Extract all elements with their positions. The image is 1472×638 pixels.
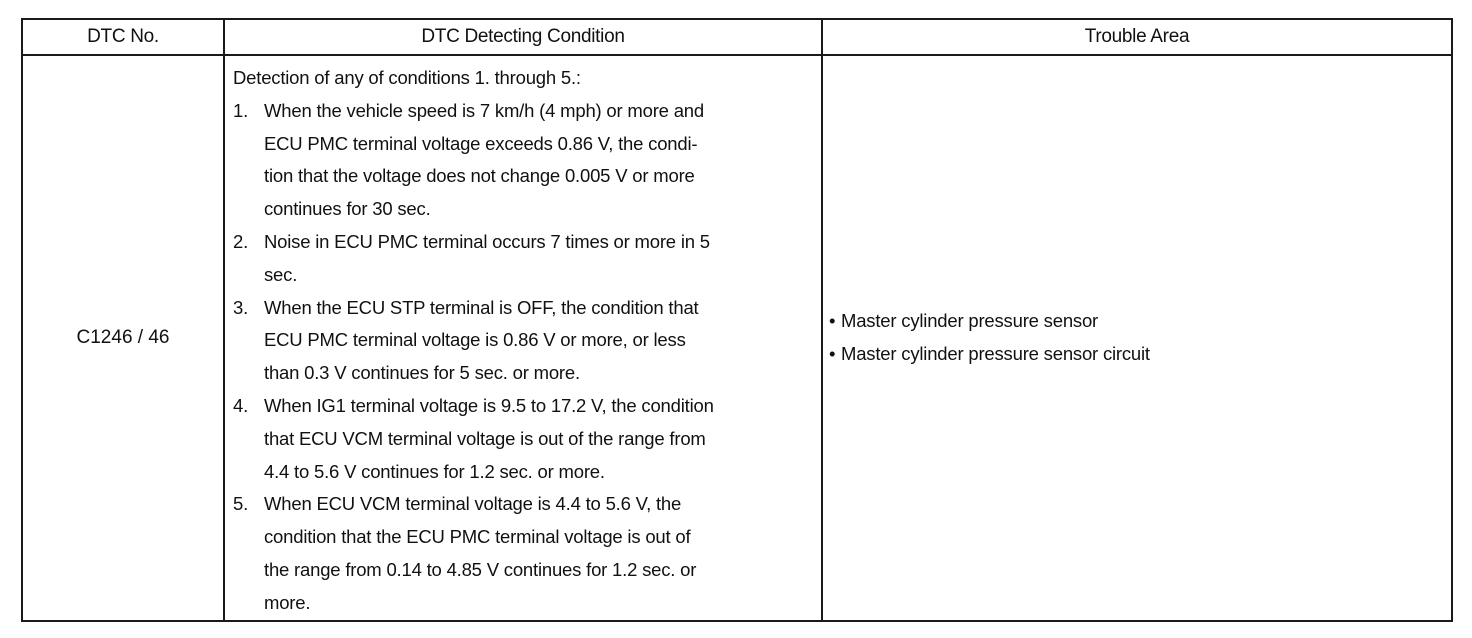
condition-text	[264, 390, 813, 488]
condition-number: 5.	[233, 493, 249, 515]
condition-number: 1.	[233, 99, 249, 121]
condition-line: When IG1 terminal voltage is 9.5 to 17.2 V, the condition	[264, 394, 714, 416]
condition-line: When the vehicle speed is 7 km/h (4 mph) or more and	[264, 99, 704, 121]
bullet-icon: •	[829, 343, 836, 364]
condition-intro: Detection of any of conditions 1. through 5.:	[233, 67, 581, 88]
dtc-number-cell: C1246 / 46	[22, 55, 224, 621]
condition-line: When the ECU STP terminal is OFF, the condition that	[264, 296, 699, 318]
trouble-area-item	[829, 338, 1445, 371]
bullet-icon: •	[829, 310, 836, 332]
condition-item-4	[233, 390, 813, 488]
condition-item-3	[233, 292, 813, 390]
table-row	[22, 55, 1452, 621]
header-trouble-area: Trouble Area	[822, 19, 1452, 55]
condition-line: ECU PMC terminal voltage is 0.86 V or more, or less	[264, 329, 686, 351]
condition-text	[264, 488, 813, 619]
condition-line: more.	[264, 591, 311, 613]
condition-line: than 0.3 V continues for 5 sec. or more.	[264, 362, 580, 384]
condition-number: 2.	[233, 230, 249, 252]
detecting-condition-cell	[224, 55, 822, 621]
condition-line: ECU PMC terminal voltage exceeds 0.86 V, the condi-	[264, 132, 698, 154]
condition-item-1	[233, 95, 813, 226]
condition-text	[264, 226, 813, 292]
trouble-area-text: Master cylinder pressure sensor	[841, 310, 1099, 332]
condition-number: 4.	[233, 394, 249, 416]
header-row	[22, 19, 1452, 55]
trouble-area-list	[829, 305, 1445, 371]
header-detecting-condition: DTC Detecting Condition	[224, 19, 822, 55]
condition-text	[264, 292, 813, 390]
condition-number: 3.	[233, 296, 249, 318]
condition-line: Noise in ECU PMC terminal occurs 7 times or more in 5	[264, 230, 710, 252]
condition-line: the range from 0.14 to 4.85 V continues for 1.2 sec. or	[264, 558, 697, 580]
condition-item-5	[233, 488, 813, 619]
condition-item-2	[233, 226, 813, 292]
trouble-area-text: Master cylinder pressure sensor circuit	[841, 343, 1150, 364]
condition-line: continues for 30 sec.	[264, 198, 431, 220]
condition-list	[233, 95, 813, 620]
condition-text	[264, 95, 813, 226]
header-dtc-no: DTC No.	[22, 19, 224, 55]
condition-line: that ECU VCM terminal voltage is out of the range from	[264, 427, 706, 449]
trouble-area-cell	[822, 55, 1452, 621]
dtc-table	[21, 18, 1453, 622]
condition-line: tion that the voltage does not change 0.005 V or more	[264, 165, 695, 187]
condition-line: 4.4 to 5.6 V continues for 1.2 sec. or more.	[264, 460, 605, 482]
condition-line: When ECU VCM terminal voltage is 4.4 to 5.6 V, the	[264, 493, 682, 515]
condition-line: sec.	[264, 263, 298, 285]
trouble-area-item	[829, 305, 1445, 338]
condition-line: condition that the ECU PMC terminal voltage is out of	[264, 526, 691, 548]
